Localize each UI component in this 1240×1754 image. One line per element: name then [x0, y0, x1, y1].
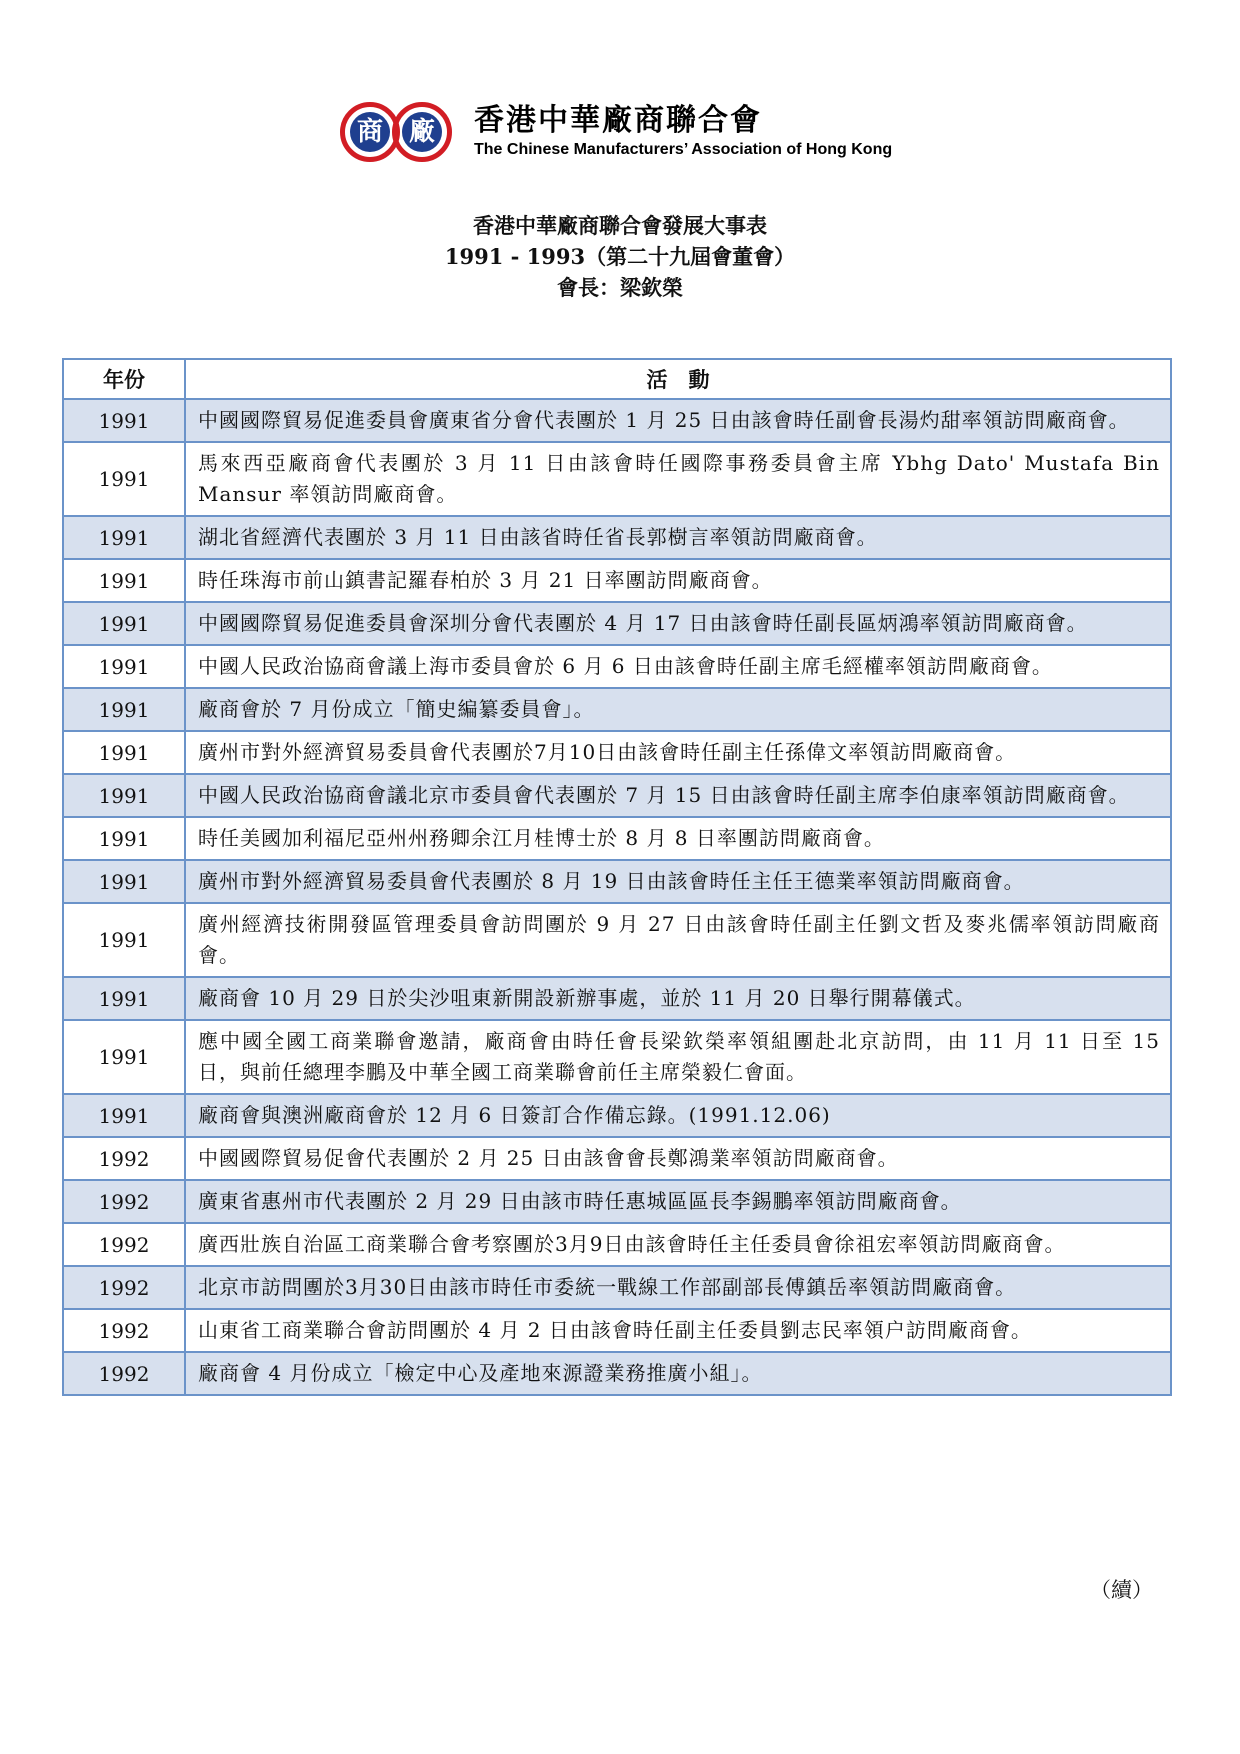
row-year: 1992 — [63, 1352, 185, 1395]
row-activity: 廣東省惠州市代表團於 2 月 29 日由該市時任惠城區區長李錫鵬率領訪問廠商會。 — [185, 1180, 1171, 1223]
row-activity: 廠商會於 7 月份成立「簡史編纂委員會」。 — [185, 688, 1171, 731]
table-row — [63, 1137, 1171, 1180]
logo-text — [474, 104, 892, 160]
header-activity: 活 動 — [185, 359, 1171, 399]
row-year: 1991 — [63, 817, 185, 860]
row-activity: 廣州市對外經濟貿易委員會代表團於 8 月 19 日由該會時任主任王德業率領訪問廠商會。 — [185, 860, 1171, 903]
table-row — [63, 903, 1171, 977]
row-year: 1991 — [63, 774, 185, 817]
row-activity: 時任美國加利福尼亞州州務卿余江月桂博士於 8 月 8 日率團訪問廠商會。 — [185, 817, 1171, 860]
row-activity: 時任珠海市前山鎮書記羅春柏於 3 月 21 日率團訪問廠商會。 — [185, 559, 1171, 602]
row-year: 1991 — [63, 602, 185, 645]
row-activity: 北京市訪問團於3月30日由該市時任市委統一戰線工作部副部長傅鎮岳率領訪問廠商會。 — [185, 1266, 1171, 1309]
row-activity: 應中國全國工商業聯會邀請，廠商會由時任會長梁欽榮率領組團赴北京訪問，由 11 月 11 日至 15 日，與前任總理李鵬及中華全國工商業聯會前任主席榮毅仁會面。 — [185, 1020, 1171, 1094]
row-activity: 湖北省經濟代表團於 3 月 11 日由該省時任省長郭樹言率領訪問廠商會。 — [185, 516, 1171, 559]
continued-label: （續） — [1090, 1578, 1153, 1602]
table-row — [63, 602, 1171, 645]
table-row — [63, 645, 1171, 688]
table-row — [63, 559, 1171, 602]
row-year: 1991 — [63, 442, 185, 516]
row-activity: 廣州市對外經濟貿易委員會代表團於7月10日由該會時任副主任孫偉文率領訪問廠商會。 — [185, 731, 1171, 774]
row-year: 1991 — [63, 1094, 185, 1137]
table-header-row — [63, 359, 1171, 399]
header-year: 年份 — [63, 359, 185, 399]
row-year: 1992 — [63, 1266, 185, 1309]
table-row — [63, 1020, 1171, 1094]
table-row — [63, 1180, 1171, 1223]
logo-name-english: The Chinese Manufacturers’ Association of Hong Kong — [474, 141, 893, 158]
row-activity: 廠商會 4 月份成立「檢定中心及產地來源證業務推廣小組」。 — [185, 1352, 1171, 1395]
table-body — [63, 399, 1171, 1395]
document-title: 香港中華廠商聯合會發展大事表 — [473, 213, 767, 238]
table-row — [63, 817, 1171, 860]
logo-name-chinese: 香港中華廠商聯合會 — [474, 103, 762, 138]
table-row — [63, 731, 1171, 774]
row-year: 1992 — [63, 1180, 185, 1223]
table-row — [63, 688, 1171, 731]
row-year: 1991 — [63, 399, 185, 442]
table-row — [63, 516, 1171, 559]
row-activity: 廣州經濟技術開發區管理委員會訪問團於 9 月 27 日由該會時任副主任劉文哲及麥兆儒率領訪問廠商會。 — [185, 903, 1171, 977]
row-year: 1991 — [63, 516, 185, 559]
row-year: 1991 — [63, 1020, 185, 1094]
table-row — [63, 977, 1171, 1020]
document-titles — [0, 210, 1240, 303]
row-year: 1992 — [63, 1137, 185, 1180]
table-row — [63, 1223, 1171, 1266]
document-chairman: 會長：梁欽榮 — [557, 275, 683, 300]
row-activity: 廠商會與澳洲廠商會於 12 月 6 日簽訂合作備忘錄。(1991.12.06) — [185, 1094, 1171, 1137]
table-row — [63, 860, 1171, 903]
row-activity: 中國國際貿易促會代表團於 2 月 25 日由該會會長鄭鴻業率領訪問廠商會。 — [185, 1137, 1171, 1180]
row-year: 1991 — [63, 645, 185, 688]
logo-emblem — [340, 100, 460, 164]
table-row — [63, 399, 1171, 442]
row-activity: 山東省工商業聯合會訪問團於 4 月 2 日由該會時任副主任委員劉志民率領户訪問廠商會。 — [185, 1309, 1171, 1352]
row-year: 1991 — [63, 860, 185, 903]
row-activity: 中國國際貿易促進委員會深圳分會代表團於 4 月 17 日由該會時任副長區炳鴻率領訪問廠商會。 — [185, 602, 1171, 645]
logo-char-left: 商 — [350, 112, 390, 152]
row-activity: 廠商會 10 月 29 日於尖沙咀東新開設新辦事處，並於 11 月 20 日舉行開幕儀式。 — [185, 977, 1171, 1020]
row-activity: 馬來西亞廠商會代表團於 3 月 11 日由該會時任國際事務委員會主席 Ybhg Dato' Mustafa Bin Mansur 率領訪問廠商會。 — [185, 442, 1171, 516]
row-year: 1991 — [63, 559, 185, 602]
document-period: 1991 - 1993（第二十九屆會董會） — [444, 244, 796, 269]
row-year: 1991 — [63, 977, 185, 1020]
row-activity: 中國人民政治協商會議北京市委員會代表團於 7 月 15 日由該會時任副主席李伯康率領訪問廠商會。 — [185, 774, 1171, 817]
table-row — [63, 1094, 1171, 1137]
table-row — [63, 774, 1171, 817]
table-row — [63, 1266, 1171, 1309]
table-row — [63, 1352, 1171, 1395]
row-year: 1991 — [63, 688, 185, 731]
row-activity: 中國人民政治協商會議上海市委員會於 6 月 6 日由該會時任副主席毛經權率領訪問廠商會。 — [185, 645, 1171, 688]
row-year: 1992 — [63, 1309, 185, 1352]
logo-char-right: 廠 — [402, 112, 442, 152]
row-year: 1991 — [63, 903, 185, 977]
table-row — [63, 442, 1171, 516]
row-activity: 廣西壯族自治區工商業聯合會考察團於3月9日由該會時任主任委員會徐祖宏率領訪問廠商會。 — [185, 1223, 1171, 1266]
events-table — [62, 358, 1172, 1396]
association-logo — [340, 100, 892, 164]
row-year: 1991 — [63, 731, 185, 774]
row-activity: 中國國際貿易促進委員會廣東省分會代表團於 1 月 25 日由該會時任副會長湯灼甜率領訪問廠商會。 — [185, 399, 1171, 442]
row-year: 1992 — [63, 1223, 185, 1266]
table-row — [63, 1309, 1171, 1352]
